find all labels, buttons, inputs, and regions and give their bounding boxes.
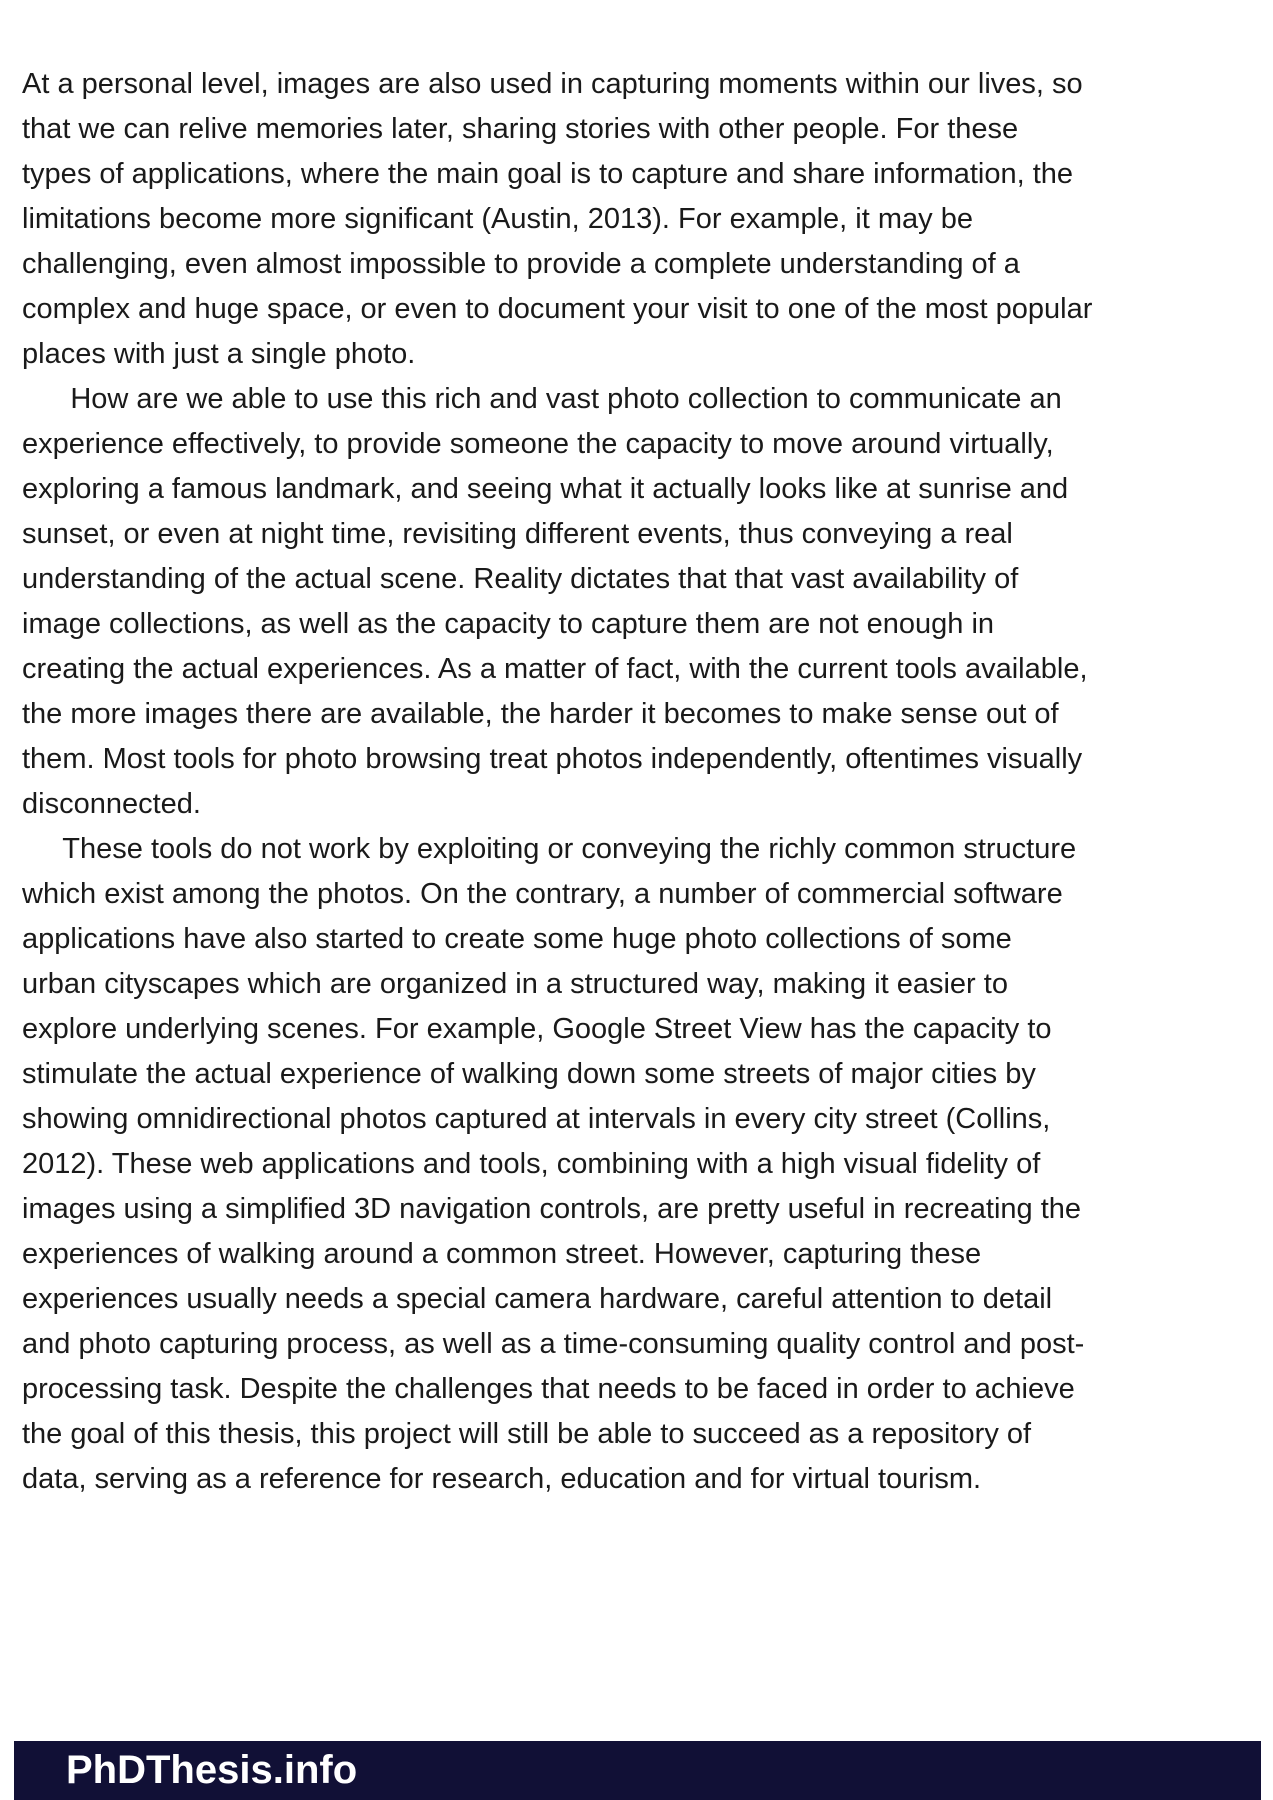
text-line: disconnected. <box>22 788 201 820</box>
text-line: challenging, even almost impossible to provide a complete understanding of a <box>22 248 1020 280</box>
footer-bar <box>14 1741 1261 1800</box>
text-line: experiences of walking around a common street. However, capturing these <box>22 1238 982 1270</box>
text-line: urban cityscapes which are organized in a structured way, making it easier to <box>22 968 1008 1000</box>
text-line: sunset, or even at night time, revisiting different events, thus conveying a real <box>22 518 1013 550</box>
text-line: places with just a single photo. <box>22 338 416 370</box>
text-line: stimulate the actual experience of walking down some streets of major cities by <box>22 1058 1036 1090</box>
text-line: understanding of the actual scene. Reality dictates that that vast availability of <box>22 563 1019 595</box>
text-line: limitations become more significant (Austin, 2013). For example, it may be <box>22 203 973 235</box>
text-line: which exist among the photos. On the contrary, a number of commercial software <box>22 878 1063 910</box>
text-line: How are we able to use this rich and vast photo collection to communicate an <box>22 383 1062 415</box>
text-line: These tools do not work by exploiting or conveying the richly common structure <box>22 833 1077 865</box>
body-text <box>22 62 1257 1502</box>
text-line: that we can relive memories later, sharing stories with other people. For these <box>22 113 1019 145</box>
text-line: images using a simplified 3D navigation controls, are pretty useful in recreating the <box>22 1193 1082 1225</box>
text-line: explore underlying scenes. For example, Google Street View has the capacity to <box>22 1013 1052 1045</box>
text-line: types of applications, where the main goal is to capture and share information, the <box>22 158 1074 190</box>
text-line: them. Most tools for photo browsing treat photos independently, oftentimes visually <box>22 743 1083 775</box>
text-line: complex and huge space, or even to document your visit to one of the most popular <box>22 293 1093 325</box>
text-line: exploring a famous landmark, and seeing what it actually looks like at sunrise and <box>22 473 1069 505</box>
text-line: experiences usually needs a special camera hardware, careful attention to detail <box>22 1283 1053 1315</box>
text-line: the more images there are available, the harder it becomes to make sense out of <box>22 698 1059 730</box>
text-line: creating the actual experiences. As a matter of fact, with the current tools available, <box>22 653 1088 685</box>
text-line: experience effectively, to provide someone the capacity to move around virtually, <box>22 428 1054 460</box>
text-line: processing task. Despite the challenges that needs to be faced in order to achieve <box>22 1373 1075 1405</box>
text-line: showing omnidirectional photos captured at intervals in every city street (Collins, <box>22 1103 1051 1135</box>
text-line: image collections, as well as the capacity to capture them are not enough in <box>22 608 995 640</box>
text-line: the goal of this thesis, this project will still be able to succeed as a repository of <box>22 1418 1032 1450</box>
text-line: and photo capturing process, as well as a time-consuming quality control and post- <box>22 1328 1085 1360</box>
text-line: 2012). These web applications and tools, combining with a high visual fidelity of <box>22 1148 1041 1180</box>
text-line: At a personal level, images are also used in capturing moments within our lives, so <box>22 68 1083 100</box>
footer-brand: PhDThesis.info <box>66 1748 358 1792</box>
text-line: data, serving as a reference for research, education and for virtual tourism. <box>22 1463 982 1495</box>
text-line: applications have also started to create some huge photo collections of some <box>22 923 1012 955</box>
